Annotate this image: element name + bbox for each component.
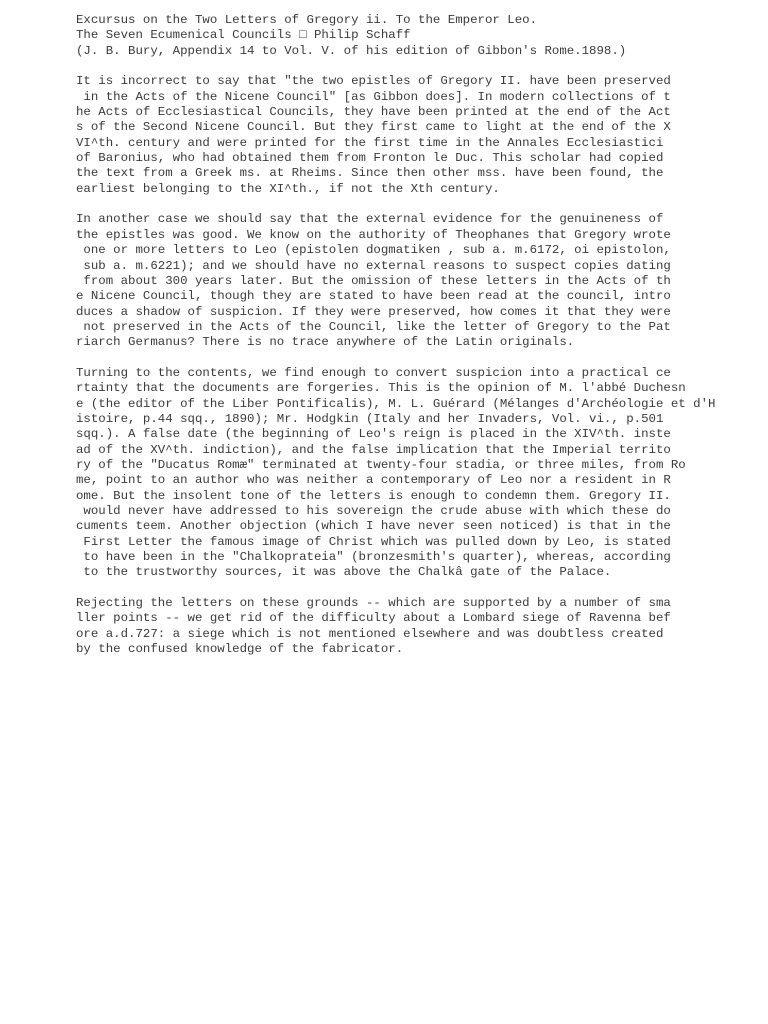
text-line: not preserved in the Acts of the Council, like the letter of Gregory to the Pat <box>76 319 671 334</box>
document-body <box>76 13 756 673</box>
text-line: would never have addressed to his sovereign the crude abuse with which these do <box>76 504 671 518</box>
text-line: earliest belonging to the XI^th., if not the Xth century. <box>76 181 500 196</box>
text-line: ore a.d.727: a siege which is not mentioned elsewhere and was doubtless created <box>76 626 664 641</box>
paragraph-3 <box>76 366 756 581</box>
document-title: Excursus on the Two Letters of Gregory ii. To the Emperor Leo. <box>76 13 538 27</box>
document-citation: (J. B. Bury, Appendix 14 to Vol. V. of his edition of Gibbon's Rome.1898.) <box>76 43 627 58</box>
text-line: VI^th. century and were printed for the first time in the Annales Ecclesiastici <box>76 135 664 150</box>
text-line: istoire, p.44 sqq., 1890); Mr. Hodgkin (Italy and her Invaders, Vol. vi., p.501 <box>76 411 664 426</box>
text-line: s of the Second Nicene Council. But they first came to light at the end of the X <box>76 120 671 135</box>
text-line: from about 300 years later. But the omission of these letters in the Acts of th <box>76 273 671 288</box>
text-line: sub a. m.6221); and we should have no external reasons to suspect copies dating <box>76 258 671 273</box>
text-line: Turning to the contents, we find enough to convert suspicion into a practical ce <box>76 365 671 380</box>
text-line: In another case we should say that the external evidence for the genuineness of <box>76 212 664 227</box>
text-line: Rejecting the letters on these grounds -- which are supported by a number of sma <box>76 596 671 611</box>
text-line: riarch Germanus? There is no trace anywhere of the Latin originals. <box>76 335 575 350</box>
text-line: rtainty that the documents are forgeries. This is the opinion of M. l'abbé Duchesn <box>76 381 686 396</box>
text-line: by the confused knowledge of the fabricator. <box>76 642 404 657</box>
text-line: ome. But the insolent tone of the letters is enough to condemn them. Gregory II. <box>76 488 671 503</box>
text-line: sqq.). A false date (the beginning of Leo's reign is placed in the XIV^th. inste <box>76 427 671 442</box>
text-line: of Baronius, who had obtained them from Fronton le Duc. This scholar had copied <box>76 151 664 166</box>
text-line: to the trustworthy sources, it was above the Chalkâ gate of the Palace. <box>76 565 612 580</box>
text-line: one or more letters to Leo (epistolen dogmatiken , sub a. m.6172, oi epistolon, <box>76 243 671 258</box>
text-line: in the Acts of the Nicene Council" [as Gibbon does]. In modern collections of t <box>76 89 671 104</box>
text-line: e Nicene Council, though they are stated to have been read at the council, intro <box>76 289 671 304</box>
text-line: ry of the "Ducatus Romæ" terminated at twenty-four stadia, or three miles, from Ro <box>76 457 686 472</box>
document-header <box>76 13 756 59</box>
text-line: the epistles was good. We know on the authority of Theophanes that Gregory wrote <box>76 227 671 242</box>
text-line: the text from a Greek ms. at Rheims. Since then other mss. have been found, the <box>76 166 664 181</box>
text-line: cuments teem. Another objection (which I have never seen noticed) is that in the <box>76 519 671 534</box>
document-source: The Seven Ecumenical Councils □ Philip Schaff <box>76 28 411 43</box>
text-line: It is incorrect to say that "the two epistles of Gregory II. have been preserved <box>76 74 671 89</box>
paragraph-2 <box>76 212 756 350</box>
text-line: ad of the XV^th. indiction), and the false implication that the Imperial territo <box>76 442 671 457</box>
paragraph-4 <box>76 596 756 657</box>
text-line: to have been in the "Chalkoprateia" (bronzesmith's quarter), whereas, according <box>76 550 671 565</box>
text-line: me, point to an author who was neither a contemporary of Leo nor a resident in R <box>76 473 671 488</box>
text-line: duces a shadow of suspicion. If they were preserved, how comes it that they were <box>76 304 671 319</box>
text-line: he Acts of Ecclesiastical Councils, they have been printed at the end of the Act <box>76 105 671 120</box>
text-line: First Letter the famous image of Christ which was pulled down by Leo, is stated <box>76 534 671 549</box>
text-line: ller points -- we get rid of the difficulty about a Lombard siege of Ravenna bef <box>76 611 671 626</box>
text-line: e (the editor of the Liber Pontificalis), M. L. Guérard (Mélanges d'Archéologie et d'H <box>76 396 716 411</box>
paragraph-1 <box>76 74 756 197</box>
